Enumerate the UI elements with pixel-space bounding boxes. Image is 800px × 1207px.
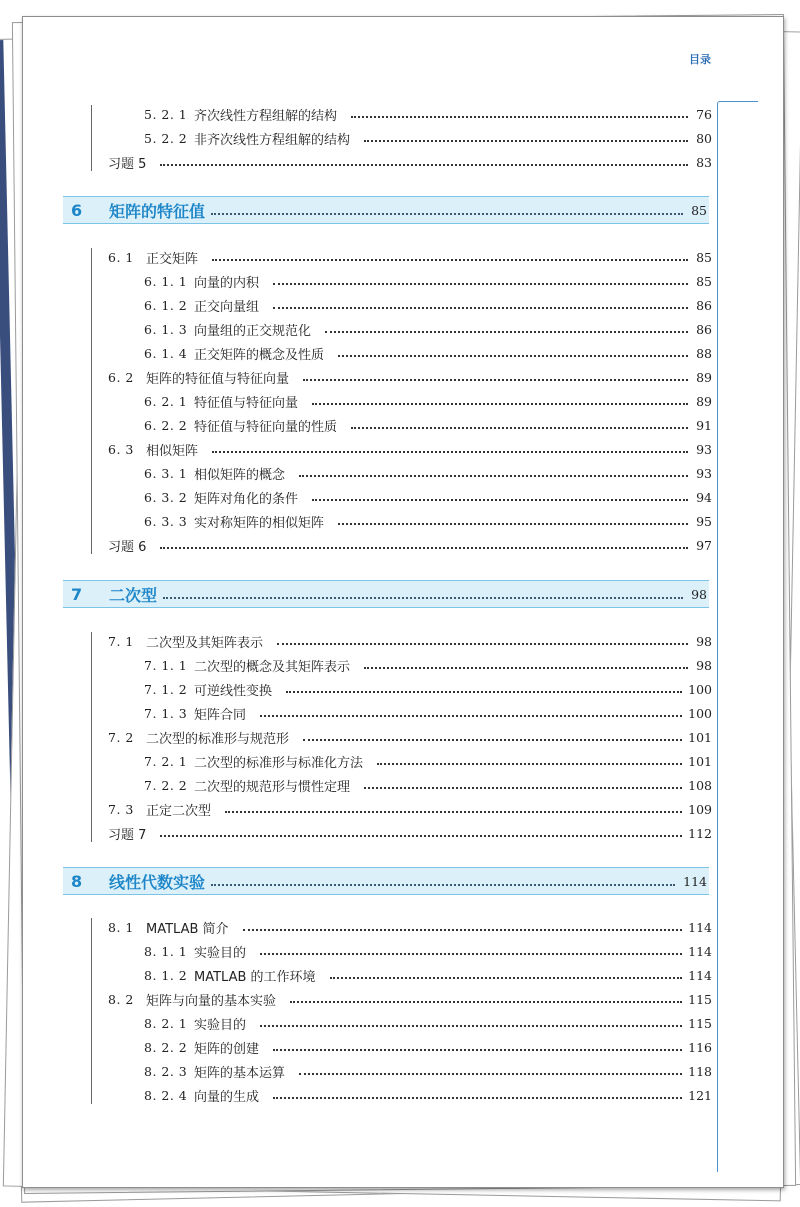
chapter-heading[interactable] bbox=[63, 196, 709, 224]
exercise-entry[interactable] bbox=[108, 536, 712, 554]
entry-number: 7. 2. 2 bbox=[144, 777, 188, 793]
entry-number: 7. 1. 1 bbox=[144, 657, 188, 673]
entry-title: 习题 6 bbox=[108, 539, 147, 555]
dot-leader bbox=[160, 547, 688, 549]
entry-page-number: 97 bbox=[696, 537, 712, 553]
entry-page-number: 88 bbox=[696, 345, 712, 361]
entry-number: 6. 1. 2 bbox=[144, 297, 188, 313]
dot-leader bbox=[330, 977, 683, 979]
dot-leader bbox=[351, 116, 688, 118]
subsection-entry[interactable] bbox=[144, 512, 712, 530]
entry-page-number: 86 bbox=[696, 297, 712, 313]
entry-title: 二次型的概念及其矩阵表示 bbox=[194, 659, 351, 675]
subsection-entry[interactable] bbox=[144, 296, 712, 314]
entry-title: 齐次线性方程组解的结构 bbox=[194, 108, 338, 124]
entry-title: 特征值与特征向量的性质 bbox=[194, 419, 338, 435]
entry-number: 6. 3. 3 bbox=[144, 513, 188, 529]
entry-number: 8. 2 bbox=[108, 991, 134, 1007]
entry-number: 6. 1. 1 bbox=[144, 273, 188, 289]
entry-title: 向量的生成 bbox=[194, 1089, 260, 1105]
entry-page-number: 101 bbox=[688, 753, 712, 769]
entry-number: 6. 3. 2 bbox=[144, 489, 188, 505]
entry-page-number: 86 bbox=[696, 321, 712, 337]
entry-page-number: 114 bbox=[688, 943, 712, 959]
subsection-entry[interactable] bbox=[144, 488, 712, 506]
entry-title: 实验目的 bbox=[194, 945, 247, 961]
entry-page-number: 89 bbox=[696, 393, 712, 409]
dot-leader bbox=[160, 164, 688, 166]
dot-leader bbox=[290, 1001, 682, 1003]
section-entry[interactable] bbox=[108, 728, 712, 746]
chapter-heading[interactable] bbox=[63, 867, 709, 895]
entry-number: 5. 2. 2 bbox=[144, 130, 188, 146]
exercise-entry[interactable] bbox=[108, 824, 712, 842]
subsection-entry[interactable] bbox=[144, 752, 712, 770]
entry-page-number: 108 bbox=[688, 777, 712, 793]
dot-leader bbox=[160, 835, 682, 837]
entry-number: 8. 2. 3 bbox=[144, 1063, 188, 1079]
chapter-number: 8 bbox=[71, 871, 83, 891]
subsection-entry[interactable] bbox=[144, 416, 712, 434]
subsection-entry[interactable] bbox=[144, 272, 712, 290]
entry-number: 6. 1. 3 bbox=[144, 321, 188, 337]
dot-leader bbox=[277, 643, 688, 645]
entry-title: 习题 5 bbox=[108, 156, 147, 172]
dot-leader bbox=[338, 355, 688, 357]
subsection-entry[interactable] bbox=[144, 704, 712, 722]
entry-number: 7. 3 bbox=[108, 801, 134, 817]
entry-title: MATLAB 的工作环境 bbox=[194, 969, 316, 985]
dot-leader bbox=[260, 953, 682, 955]
entry-number: 6. 3. 1 bbox=[144, 465, 188, 481]
subsection-entry[interactable] bbox=[144, 344, 712, 362]
entry-number: 8. 1. 1 bbox=[144, 943, 188, 959]
entry-page-number: 115 bbox=[688, 1015, 712, 1031]
entry-title: MATLAB 简介 bbox=[146, 921, 229, 937]
running-header: 目录 bbox=[689, 53, 711, 66]
chapter-title: 线性代数实验 bbox=[109, 872, 206, 892]
entry-number: 6. 2 bbox=[108, 369, 134, 385]
chapter-number: 6 bbox=[71, 200, 83, 220]
subsection-entry[interactable] bbox=[144, 320, 712, 338]
entry-title: 特征值与特征向量 bbox=[194, 395, 299, 411]
entry-page-number: 76 bbox=[696, 106, 712, 122]
dot-leader bbox=[325, 331, 688, 333]
entry-page-number: 118 bbox=[688, 1063, 712, 1079]
subsection-entry[interactable] bbox=[144, 129, 712, 147]
section-entry[interactable] bbox=[108, 800, 712, 818]
chapter-heading[interactable] bbox=[63, 580, 709, 608]
entry-page-number: 112 bbox=[688, 825, 712, 841]
entry-title: 二次型的规范形与惯性定理 bbox=[194, 779, 351, 795]
subsection-entry[interactable] bbox=[144, 656, 712, 674]
exercise-entry[interactable] bbox=[108, 153, 712, 171]
entry-title: 可逆线性变换 bbox=[194, 683, 273, 699]
entry-page-number: 114 bbox=[688, 967, 712, 983]
entry-number: 7. 1. 2 bbox=[144, 681, 188, 697]
entry-title: 矩阵与向量的基本实验 bbox=[146, 993, 277, 1009]
subsection-entry[interactable] bbox=[144, 1014, 712, 1032]
entry-page-number: 93 bbox=[696, 465, 712, 481]
entry-number: 8. 2. 2 bbox=[144, 1039, 188, 1055]
entry-title: 相似矩阵的概念 bbox=[194, 467, 286, 483]
subsection-entry[interactable] bbox=[144, 680, 712, 698]
entry-page-number: 109 bbox=[688, 801, 712, 817]
entry-title: 矩阵的特征值与特征向量 bbox=[146, 371, 290, 387]
chapter-title: 二次型 bbox=[109, 585, 158, 605]
entry-page-number: 98 bbox=[696, 633, 712, 649]
dot-leader bbox=[312, 403, 688, 405]
entry-title: 向量组的正交规范化 bbox=[194, 323, 312, 339]
toc-entry-group bbox=[91, 248, 712, 554]
entry-number: 8. 1 bbox=[108, 919, 134, 935]
dot-leader bbox=[351, 427, 688, 429]
entry-page-number: 80 bbox=[696, 130, 712, 146]
entry-number: 7. 1. 3 bbox=[144, 705, 188, 721]
dot-leader bbox=[212, 451, 688, 453]
entry-number: 8. 2. 4 bbox=[144, 1087, 188, 1103]
entry-page-number: 121 bbox=[688, 1087, 712, 1103]
chapter-title: 矩阵的特征值 bbox=[109, 201, 206, 221]
margin-rule bbox=[717, 101, 758, 1172]
entry-page-number: 100 bbox=[688, 705, 712, 721]
entry-number: 5. 2. 1 bbox=[144, 106, 188, 122]
subsection-entry[interactable] bbox=[144, 392, 712, 410]
dot-leader bbox=[364, 787, 682, 789]
subsection-entry[interactable] bbox=[144, 1038, 712, 1056]
entry-title: 矩阵合同 bbox=[194, 707, 247, 723]
subsection-entry[interactable] bbox=[144, 1086, 712, 1104]
entry-title: 二次型及其矩阵表示 bbox=[146, 635, 264, 651]
entry-title: 矩阵对角化的条件 bbox=[194, 491, 299, 507]
section-entry[interactable] bbox=[108, 440, 712, 458]
entry-page-number: 98 bbox=[696, 657, 712, 673]
chapter-page-number: 114 bbox=[683, 873, 707, 889]
toc-page bbox=[22, 16, 784, 1188]
dot-leader bbox=[273, 283, 688, 285]
entry-page-number: 85 bbox=[696, 249, 712, 265]
entry-title: 实验目的 bbox=[194, 1017, 247, 1033]
subsection-entry[interactable] bbox=[144, 942, 712, 960]
dot-leader bbox=[273, 1097, 682, 1099]
chapter-number: 7 bbox=[71, 584, 83, 604]
subsection-entry[interactable] bbox=[144, 966, 712, 984]
entry-number: 6. 3 bbox=[108, 441, 134, 457]
entry-number: 6. 2. 2 bbox=[144, 417, 188, 433]
toc-entry-group bbox=[91, 632, 712, 842]
dot-leader bbox=[225, 811, 682, 813]
section-entry[interactable] bbox=[108, 368, 712, 386]
entry-page-number: 115 bbox=[688, 991, 712, 1007]
entry-page-number: 116 bbox=[688, 1039, 712, 1055]
toc-entry-group bbox=[91, 918, 712, 1104]
subsection-entry[interactable] bbox=[144, 464, 712, 482]
entry-number: 6. 1. 4 bbox=[144, 345, 188, 361]
entry-page-number: 100 bbox=[688, 681, 712, 697]
entry-page-number: 89 bbox=[696, 369, 712, 385]
entry-number: 7. 1 bbox=[108, 633, 134, 649]
dot-leader bbox=[163, 597, 683, 599]
chapter-page-number: 98 bbox=[691, 586, 707, 602]
dot-leader bbox=[260, 1025, 682, 1027]
toc-entry-group bbox=[91, 105, 712, 171]
dot-leader bbox=[211, 213, 683, 215]
subsection-entry[interactable] bbox=[144, 1062, 712, 1080]
entry-page-number: 95 bbox=[696, 513, 712, 529]
entry-number: 8. 1. 2 bbox=[144, 967, 188, 983]
entry-number: 7. 2. 1 bbox=[144, 753, 188, 769]
entry-number: 6. 2. 1 bbox=[144, 393, 188, 409]
dot-leader bbox=[303, 379, 688, 381]
entry-title: 二次型的标准形与规范形 bbox=[146, 731, 290, 747]
entry-page-number: 101 bbox=[688, 729, 712, 745]
entry-number: 8. 2. 1 bbox=[144, 1015, 188, 1031]
section-entry[interactable] bbox=[108, 248, 712, 266]
dot-leader bbox=[212, 259, 688, 261]
section-entry[interactable] bbox=[108, 632, 712, 650]
dot-leader bbox=[260, 715, 682, 717]
dot-leader bbox=[273, 307, 688, 309]
entry-title: 相似矩阵 bbox=[146, 443, 199, 459]
entry-title: 正定二次型 bbox=[146, 803, 212, 819]
entry-page-number: 114 bbox=[688, 919, 712, 935]
entry-title: 习题 7 bbox=[108, 827, 147, 843]
dot-leader bbox=[299, 475, 688, 477]
entry-title: 向量的内积 bbox=[194, 275, 260, 291]
chapter-page-number: 85 bbox=[691, 202, 707, 218]
entry-title: 实对称矩阵的相似矩阵 bbox=[194, 515, 325, 531]
dot-leader bbox=[338, 523, 688, 525]
dot-leader bbox=[312, 499, 688, 501]
entry-page-number: 94 bbox=[696, 489, 712, 505]
dot-leader bbox=[364, 667, 688, 669]
dot-leader bbox=[243, 929, 683, 931]
entry-title: 矩阵的基本运算 bbox=[194, 1065, 286, 1081]
section-entry[interactable] bbox=[108, 918, 712, 936]
entry-title: 正交矩阵 bbox=[146, 251, 199, 267]
entry-page-number: 83 bbox=[696, 154, 712, 170]
entry-title: 非齐次线性方程组解的结构 bbox=[194, 132, 351, 148]
dot-leader bbox=[377, 763, 682, 765]
entry-page-number: 93 bbox=[696, 441, 712, 457]
subsection-entry[interactable] bbox=[144, 105, 712, 123]
dot-leader bbox=[303, 739, 682, 741]
dot-leader bbox=[364, 140, 688, 142]
entry-page-number: 91 bbox=[696, 417, 712, 433]
entry-page-number: 85 bbox=[696, 273, 712, 289]
entry-number: 7. 2 bbox=[108, 729, 134, 745]
entry-number: 6. 1 bbox=[108, 249, 134, 265]
subsection-entry[interactable] bbox=[144, 776, 712, 794]
dot-leader bbox=[286, 691, 682, 693]
entry-title: 正交向量组 bbox=[194, 299, 260, 315]
entry-title: 二次型的标准形与标准化方法 bbox=[194, 755, 364, 771]
entry-title: 正交矩阵的概念及性质 bbox=[194, 347, 325, 363]
section-entry[interactable] bbox=[108, 990, 712, 1008]
entry-title: 矩阵的创建 bbox=[194, 1041, 260, 1057]
dot-leader bbox=[299, 1073, 682, 1075]
dot-leader bbox=[273, 1049, 682, 1051]
dot-leader bbox=[211, 884, 675, 886]
